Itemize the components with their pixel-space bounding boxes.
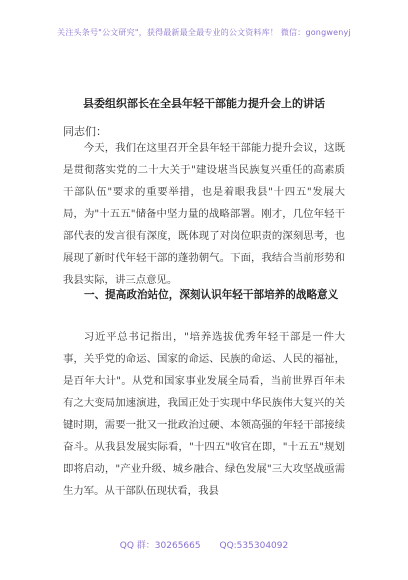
section-heading: 一、提高政治站位，深刻认识年轻干部培养的战略意义 (84, 289, 339, 301)
footer-qq-number: QQ:535304092 (219, 541, 289, 551)
intro-paragraph: 今天，我们在这里召开全县年轻干部能力提升会议，这既是贯彻落实党的二十大关于"建设堪当民族复兴重任的高素质干部队伍"要求的重要举措，也是着眼我县"十四五"发展大局，为"十五五"储备中坚力量的战略部署。刚才，几位年轻干部代表的发言很有深度，既体现了对岗位职责的深刻思考，也展现了新时代年轻干部的蓬勃朝气。下面，我结合当前形势和我县实际，讲三点意见。 (63, 142, 345, 286)
header-banner: 关注头条号"公文研究"，获得最新最全最专业的公文资料库！ 微信：gongwenyj (57, 28, 351, 37)
section-paragraph: 习近平总书记指出，"培养选拔优秀年轻干部是一件大事，关乎党的命运、国家的命运、民族的命运、人民的福祉，是百年大计"。从党和国家事业发展全局看，当前世界百年未有之大变局加速演进，我国正处于实现中华民族伟大复兴的关键时期，需要一批又一批政治过硬、本领高强的年轻干部接续奋斗。从我县发展实际看，"十四五"收官在即，"十五五"规划即将启动，"产业升级、城乡融合、绿色发展"三大攻坚战亟需生力军。从干部队伍现状看，我县 (63, 331, 345, 497)
document-title: 县委组织部长在全县年轻干部能力提升会上的讲话 (83, 97, 325, 110)
greeting: 同志们： (63, 125, 107, 138)
footer-qq-group: QQ 群：30265665 (119, 541, 201, 551)
footer (0, 538, 408, 551)
